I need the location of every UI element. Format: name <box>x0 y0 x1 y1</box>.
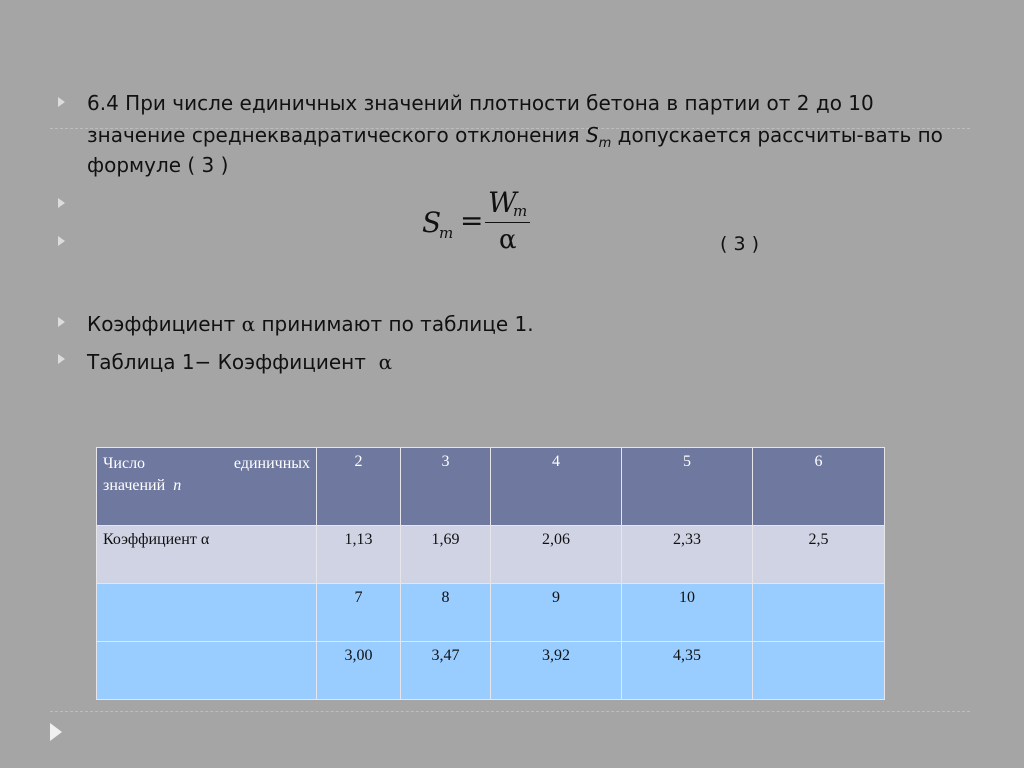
formula-lhs-sub: m <box>439 224 454 242</box>
table-cell: 3,92 <box>491 642 622 700</box>
bullet-icon <box>58 354 65 364</box>
table-cell: 3,00 <box>317 642 401 700</box>
table-cell: 2,33 <box>622 526 753 584</box>
header-cell: 2 <box>317 448 401 526</box>
row-label-cell: Коэффициент α <box>97 526 317 584</box>
formula-number: ( 3 ) <box>720 233 759 255</box>
symbol-s: S <box>585 123 599 147</box>
table-cell: 2,06 <box>491 526 622 584</box>
table-cell: 3,47 <box>401 642 491 700</box>
caption-text: Таблица 1− Коэффициент <box>87 350 379 374</box>
formula-numerator-sub: m <box>513 202 528 220</box>
table-cell: 8 <box>401 584 491 642</box>
header-cell: 6 <box>753 448 885 526</box>
coefficient-line <box>87 310 534 338</box>
coefficient-table <box>96 447 885 700</box>
coefficient-text: принимают по таблице 1. <box>255 312 534 336</box>
table-cell: 4,35 <box>622 642 753 700</box>
table-cell: 2,5 <box>753 526 885 584</box>
formula-equals: = <box>460 204 484 237</box>
bullet-icon <box>58 317 65 327</box>
paragraph-line-1: 6.4 При числе единичных значений плотности бетона в партии от 2 до 10 <box>87 91 874 115</box>
table-cell <box>97 642 317 700</box>
table-cell: 9 <box>491 584 622 642</box>
table-row <box>97 526 885 584</box>
alpha-symbol: α <box>241 312 256 336</box>
table-cell: 1,69 <box>401 526 491 584</box>
header-text: значений <box>103 477 174 494</box>
table-header-row <box>97 448 885 526</box>
next-slide-arrow-icon[interactable] <box>50 723 62 741</box>
fraction-bar <box>485 222 530 223</box>
table-cell: 7 <box>317 584 401 642</box>
table-cell <box>97 584 317 642</box>
table-cell <box>753 584 885 642</box>
bottom-divider <box>50 711 970 712</box>
header-cell: 4 <box>491 448 622 526</box>
header-text: Число <box>103 455 146 472</box>
paragraph-text: значение среднеквадратического отклонения <box>87 123 586 147</box>
table-row <box>97 642 885 700</box>
table-cell: 10 <box>622 584 753 642</box>
table-cell <box>753 642 885 700</box>
bullet-icon <box>58 236 65 246</box>
paragraph-line-3: формуле ( 3 ) <box>87 153 229 177</box>
alpha-symbol: α <box>378 350 393 374</box>
formula-denominator: α <box>499 225 517 255</box>
paragraph-text: допускается рассчиты-вать по <box>611 123 943 147</box>
header-text: единичных <box>233 455 310 472</box>
bullet-icon <box>58 97 65 107</box>
table-cell: 1,13 <box>317 526 401 584</box>
header-cell: 5 <box>622 448 753 526</box>
header-cell: 3 <box>401 448 491 526</box>
table-caption <box>87 348 392 376</box>
symbol-sub-m: m <box>598 136 612 151</box>
formula <box>422 186 532 260</box>
header-cell-label <box>97 448 317 526</box>
header-n-symbol: n <box>173 477 182 494</box>
table-row <box>97 584 885 642</box>
bullet-icon <box>58 198 65 208</box>
formula-numerator: W <box>488 186 517 219</box>
coefficient-text: Коэффициент <box>87 312 242 336</box>
formula-lhs: S <box>422 206 442 239</box>
